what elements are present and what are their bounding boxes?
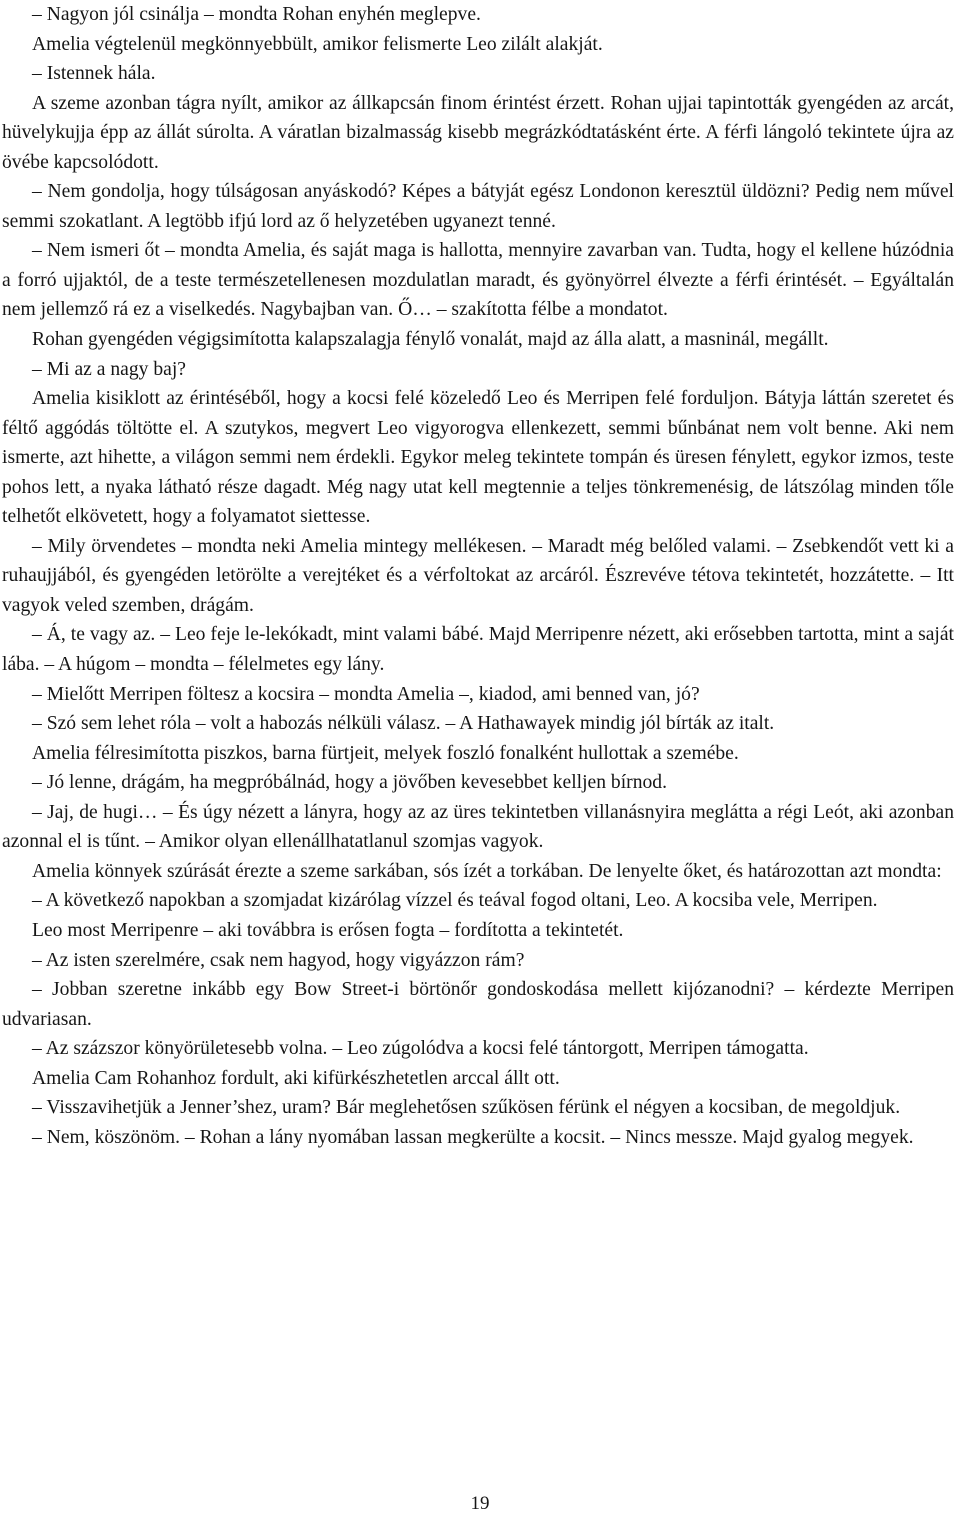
paragraph: – Á, te vagy az. – Leo feje le-lekókadt, mint valami bábé. Majd Merripenre nézett, aki erősebben tartotta, mint a saját lába. – A húgom – mondta – félelmetes egy lány. (2, 624, 954, 676)
paragraph: – Nagyon jól csinálja – mondta Rohan enyhén meglepve. (32, 4, 481, 25)
page-text-body (2, 0, 954, 1152)
paragraph: – Visszavihetjük a Jenner’shez, uram? Bár meglehetősen szűkösen férünk el négyen a kocsiban, de megoldjuk. (32, 1097, 901, 1119)
paragraph: – Szó sem lehet róla – volt a habozás nélküli válasz. – A Hathawayek mindig jól bírták az italt. (32, 713, 775, 735)
paragraph: – Mily örvendetes – mondta neki Amelia mintegy mellékesen. – Maradt még belőled valami. – Zsebkendőt vett ki a ruhaujjából, és gyengéden letörölte a verejtéket és a vérfoltokat az arcáról. Észrevéve tétova tekintetét, hozzátette. – Itt vagyok veled szemben, drágám. (2, 535, 954, 616)
paragraph: – Jobban szeretne inkább egy Bow Street-i börtönőr gondoskodása mellett kijózanodni? – kérdezte Merripen udvariasan. (2, 979, 954, 1030)
paragraph: Amelia Cam Rohanhoz fordult, aki kifürkészhetetlen arccal állt ott. (32, 1067, 560, 1089)
paragraph: – Jaj, de hugi… – És úgy nézett a lányra, hogy az az üres tekintetben villanásnyira meglátta a régi Leót, aki azonban azonnal el is tűnt. – Amikor olyan ellenállhatatlanul szomjas vagyok. (2, 801, 954, 853)
paragraph: – Nem, köszönöm. – Rohan a lány nyomában lassan megkerülte a kocsit. – Nincs messze. Majd gyalog megyek. (32, 1126, 914, 1148)
paragraph: – Jó lenne, drágám, ha megpróbálnád, hogy a jövőben kevesebbet kelljen bírnod. (32, 772, 667, 794)
paragraph: – Mi az a nagy baj? (32, 358, 186, 380)
paragraph: Amelia félresimította piszkos, barna fürtjeit, melyek foszló fonalként hullottak a szemébe. (32, 742, 739, 764)
paragraph: – Nem ismeri őt – mondta Amelia, és saját maga is hallotta, mennyire zavarban van. Tudta, hogy el kellene húzódnia a forró ujjaktól, de a teste természetellenesen mozdulatlan maradt, és gyönyörrel élvezte a férfi érintését. – Egyáltalán nem jellemző rá ez a viselkedés. Nagybajban van. Ő… – szakította félbe a mondatot. (2, 240, 954, 321)
paragraph: Rohan gyengéden végigsimította kalapszalagja fénylő vonalát, majd az álla alatt, a masninál, megállt. (32, 329, 829, 351)
paragraph: Amelia végtelenül megkönnyebbült, amikor felismerte Leo zilált alakját. (32, 33, 603, 55)
paragraph: – Az százszor könyörületesebb volna. – Leo zúgolódva a kocsi felé tántorgott, Merripen támogatta. (32, 1038, 809, 1060)
paragraph: Leo most Merripenre – aki továbbra is erősen fogta – fordította a tekintetét. (32, 919, 624, 941)
paragraph: – Mielőtt Merripen föltesz a kocsira – mondta Amelia –, kiadod, ami benned van, jó? (32, 683, 700, 705)
page-number: 19 (470, 1493, 490, 1514)
paragraph: – Istennek hála. (32, 63, 156, 85)
paragraph: A szeme azonban tágra nyílt, amikor az állkapcsán finom érintést érzett. Rohan ujjai tapintották gyengéden az arcát, hüvelykujja épp az állát súrolta. A váratlan bizalmasság kisebb megrázkódtatásként érte. A férfi lángoló tekintete újra az övébe kapcsolódott. (2, 92, 954, 173)
paragraph: – Az isten szerelmére, csak nem hagyod, hogy vigyázzon rám? (32, 949, 525, 971)
paragraph: Amelia könnyek szúrását érezte a szeme sarkában, sós ízét a torkában. De lenyelte őket, és határozottan azt mondta: (32, 860, 942, 882)
paragraph: – A következő napokban a szomjadat kizárólag vízzel és teával fogod oltani, Leo. A kocsiba vele, Merripen. (32, 890, 878, 912)
paragraph: Amelia kisiklott az érintéséből, hogy a kocsi felé közeledő Leo és Merripen felé forduljon. Bátyja láttán szeretet és féltő aggódás töltötte el. A szutykos, megvert Leo vigyorogva ellenkezett, semmi bűnbánat nem volt benne. Aki nem ismerte, azt hihette, a világon semmi nem érdekli. Egykor meleg tekintete tompán és üresen fénylett, egykor izmos, teste pohos lett, a nyaka látható része dagadt. Még nagy utat kell megtennie a teljes tönkremenésig, de látszólag minden tőle telhetőt elkövetett, hogy a folyamatot siettesse. (2, 388, 954, 528)
paragraph: – Nem gondolja, hogy túlságosan anyáskodó? Képes a bátyját egész Londonon keresztül üldözni? Pedig nem művel semmi szokatlant. A legtöbb ifjú lord az ő helyzetében ugyanezt tenné. (2, 181, 954, 232)
